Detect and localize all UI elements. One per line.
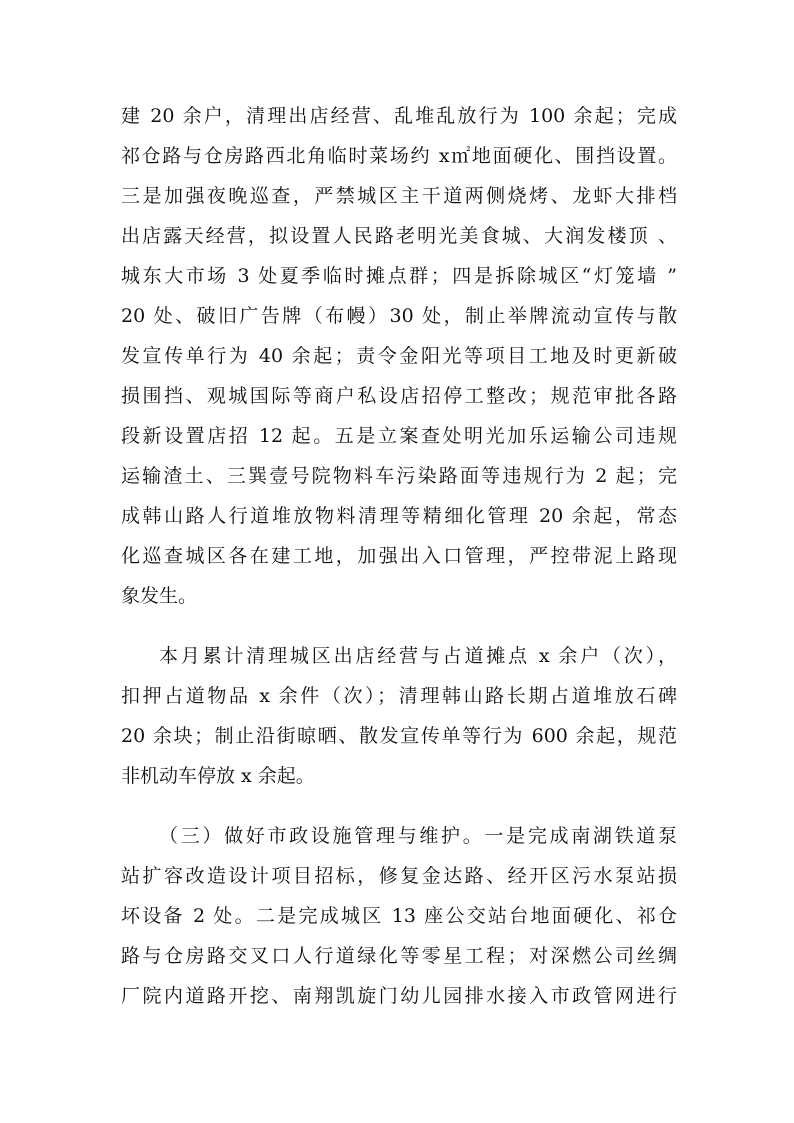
body-line: 三是加强夜晚巡查，严禁城区主干道两侧烧烤、龙虾大排档 <box>121 185 677 207</box>
body-line: 发宣传单行为 40 余起；责令金阳光等项目工地及时更新破 <box>121 345 677 367</box>
body-line: 非机动车停放 x 余起。 <box>121 765 315 787</box>
body-line: 成韩山路人行道堆放物料清理等精细化管理 20 余起，常态 <box>121 505 677 527</box>
body-line: 损围挡、观城国际等商户私设店招停工整改；规范审批各路 <box>121 385 677 407</box>
body-line: 厂院内道路开挖、南翔凯旋门幼儿园排水接入市政管网进行 <box>121 985 677 1007</box>
section-heading-line: （三）做好市政设施管理与维护。一是完成南湖铁道泵 <box>159 825 677 847</box>
body-line: 站扩容改造设计项目招标，修复金达路、经开区污水泵站损 <box>121 865 677 887</box>
paragraph-first-line: 本月累计清理城区出店经营与占道摊点 x 余户（次）， <box>159 645 677 667</box>
body-line: 段新设置店招 12 起。五是立案查处明光加乐运输公司违规 <box>121 425 677 447</box>
body-line: 祁仓路与仓房路西北角临时菜场约 x㎡地面硬化、围挡设置。 <box>121 145 677 167</box>
body-line: 20 处、破旧广告牌（布幔）30 处，制止举牌流动宣传与散 <box>121 305 677 327</box>
body-line: 建 20 余户，清理出店经营、乱堆乱放行为 100 余起；完成 <box>121 105 677 127</box>
body-line: 象发生。 <box>121 585 198 607</box>
body-line: 坏设备 2 处。二是完成城区 13 座公交站台地面硬化、祁仓 <box>121 905 677 927</box>
body-line: 运输渣土、三巽壹号院物料车污染路面等违规行为 2 起；完 <box>121 465 677 487</box>
body-line: 城东大市场 3 处夏季临时摊点群；四是拆除城区“灯笼墙 ” <box>121 265 677 287</box>
body-line: 出店露天经营，拟设置人民路老明光美食城、大润发楼顶 、 <box>121 225 677 247</box>
body-line: 20 余块；制止沿街晾晒、散发宣传单等行为 600 余起，规范 <box>121 725 677 747</box>
body-line: 化巡查城区各在建工地，加强出入口管理，严控带泥上路现 <box>121 545 677 567</box>
body-line: 路与仓房路交叉口人行道绿化等零星工程；对深燃公司丝绸 <box>121 945 677 967</box>
body-line: 扣押占道物品 x 余件（次）；清理韩山路长期占道堆放石碑 <box>121 685 677 707</box>
